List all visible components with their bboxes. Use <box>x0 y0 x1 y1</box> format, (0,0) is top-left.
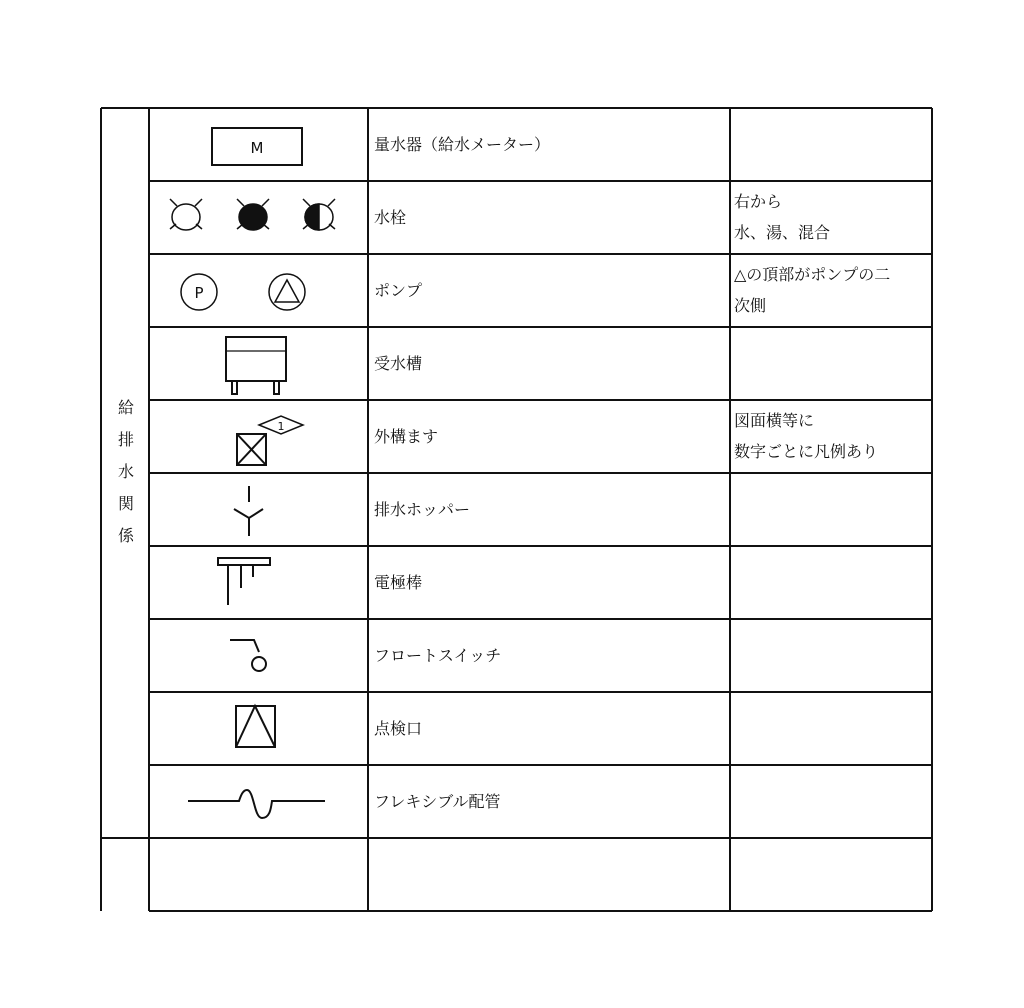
water-meter-label: M <box>250 139 264 157</box>
row-note: 図面横等に <box>734 411 815 430</box>
drain-hopper-icon <box>234 486 263 536</box>
receiving-tank-icon <box>226 337 286 394</box>
pump-triangle-icon <box>269 274 305 310</box>
row-name: 排水ホッパー <box>374 500 471 519</box>
row-name: 電極棒 <box>374 573 423 592</box>
row-name: ポンプ <box>374 281 423 300</box>
row-note: 数字ごとに凡例あり <box>734 442 879 461</box>
water-meter-icon <box>212 128 302 165</box>
row-name: フロートスイッチ <box>374 646 502 665</box>
row-note: 次側 <box>734 296 767 315</box>
category-char: 給 <box>117 398 134 417</box>
row-name: フレキシブル配管 <box>374 792 501 811</box>
row-name: 点検口 <box>374 719 423 738</box>
basin-number: 1 <box>277 420 285 433</box>
category-char: 水 <box>117 462 134 481</box>
row-name: 量水器（給水メーター） <box>374 135 551 154</box>
category-char: 係 <box>117 526 134 545</box>
pump-label: P <box>194 284 204 302</box>
exterior-basin-icon <box>237 416 303 465</box>
row-name: 受水槽 <box>374 354 423 373</box>
row-name: 水栓 <box>374 208 407 227</box>
category-char: 関 <box>117 494 134 513</box>
category-label <box>116 392 136 552</box>
row-note: 水、湯、混合 <box>734 223 831 242</box>
row-note: 右から <box>734 192 783 211</box>
row-name: 外構ます <box>374 427 439 446</box>
inspection-port-icon <box>236 706 275 747</box>
category-char: 排 <box>117 430 134 449</box>
flexible-pipe-icon <box>188 790 325 818</box>
pump-p-icon <box>181 274 217 310</box>
faucet-mixed-icon <box>303 199 335 230</box>
electrode-rod-icon <box>218 558 270 605</box>
row-note: △の頂部がポンプの二 <box>734 265 891 284</box>
faucet-water-icon <box>170 199 202 230</box>
float-switch-icon <box>230 640 266 671</box>
faucet-hot-icon <box>237 199 269 230</box>
